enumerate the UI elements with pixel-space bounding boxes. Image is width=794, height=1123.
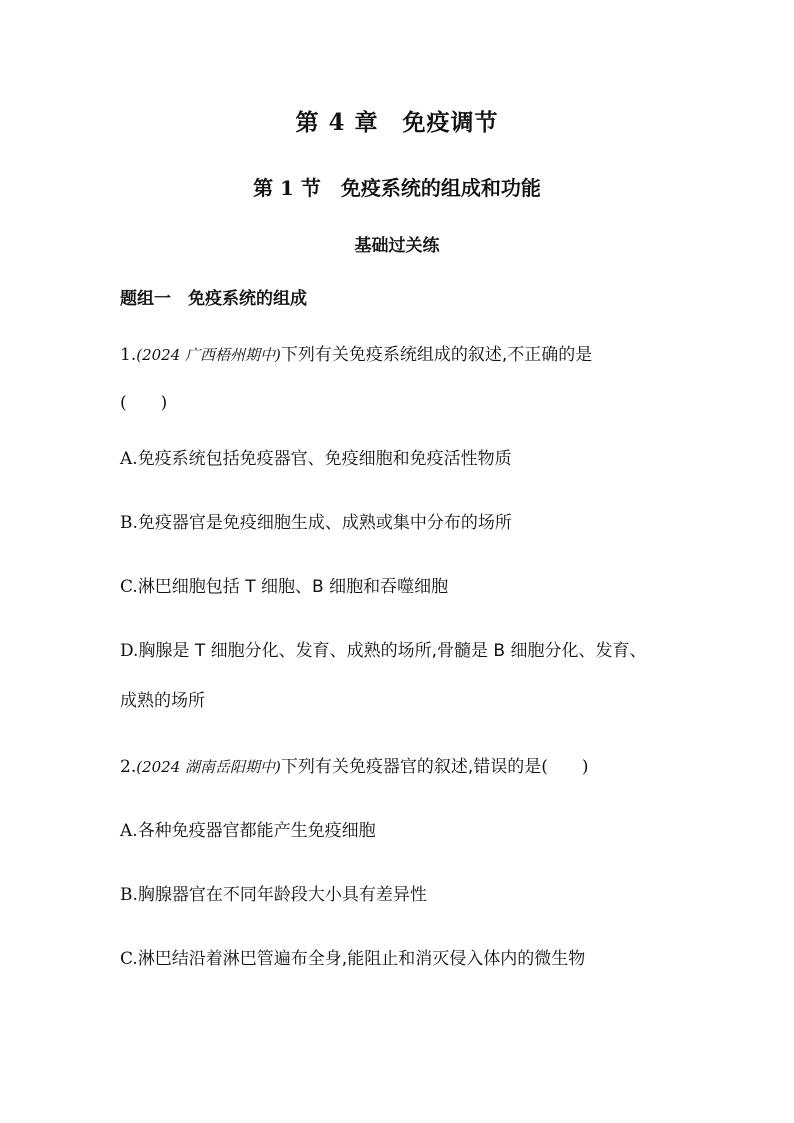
question-source: (2024 湖南岳阳期中) xyxy=(136,758,281,776)
option-text: 各种免疫器官都能产生免疫细胞 xyxy=(137,821,376,841)
question-1-option-b xyxy=(120,508,512,533)
question-number: 1. xyxy=(120,345,137,365)
question-group-title: 题组一 免疫系统的组成 xyxy=(120,289,307,309)
option-text: 免疫系统包括免疫器官、免疫细胞和免疫活性物质 xyxy=(137,449,512,469)
section-title: 第 1 节 免疫系统的组成和功能 xyxy=(253,176,541,200)
question-1-option-a xyxy=(120,444,512,469)
option-label: D. xyxy=(120,641,139,661)
option-text: 胸腺是 T 细胞分化、发育、成熟的场所,骨髓是 B 细胞分化、发育、 xyxy=(138,641,647,661)
question-number: 2. xyxy=(120,757,137,777)
question-stem: 下列有关免疫系统组成的叙述,不正确的是 xyxy=(280,345,593,365)
question-2-option-a xyxy=(120,816,376,841)
question-2-option-c xyxy=(120,944,585,969)
option-label: B. xyxy=(120,513,138,533)
chapter-title: 第 4 章 免疫调节 xyxy=(295,109,499,136)
option-text: 免疫器官是免疫细胞生成、成熟或集中分布的场所 xyxy=(137,513,512,533)
question-1-option-c xyxy=(120,572,448,597)
option-text: 淋巴结沿着淋巴管遍布全身,能阻止和消灭侵入体内的微生物 xyxy=(137,949,586,969)
question-stem: 下列有关免疫器官的叙述,错误的是 xyxy=(280,757,542,777)
option-label: B. xyxy=(120,885,138,905)
question-1-option-d-continuation: 成熟的场所 xyxy=(120,691,205,711)
question-answer-blank: ( ) xyxy=(541,757,589,777)
question-1-answer-blank: ( ) xyxy=(120,393,168,413)
option-label: C. xyxy=(120,577,138,597)
option-text: 淋巴细胞包括 T 细胞、B 细胞和吞噬细胞 xyxy=(137,577,449,597)
option-label: A. xyxy=(120,449,138,469)
option-label: C. xyxy=(120,949,138,969)
question-1-stem-line xyxy=(120,340,592,365)
question-2-stem-line xyxy=(120,752,589,777)
question-source: (2024 广西梧州期中) xyxy=(136,346,281,364)
question-2-option-b xyxy=(120,880,427,905)
question-1-option-d xyxy=(120,636,647,661)
option-text: 胸腺器官在不同年龄段大小具有差异性 xyxy=(137,885,427,905)
option-label: A. xyxy=(120,821,138,841)
subsection-title: 基础过关练 xyxy=(354,236,440,256)
